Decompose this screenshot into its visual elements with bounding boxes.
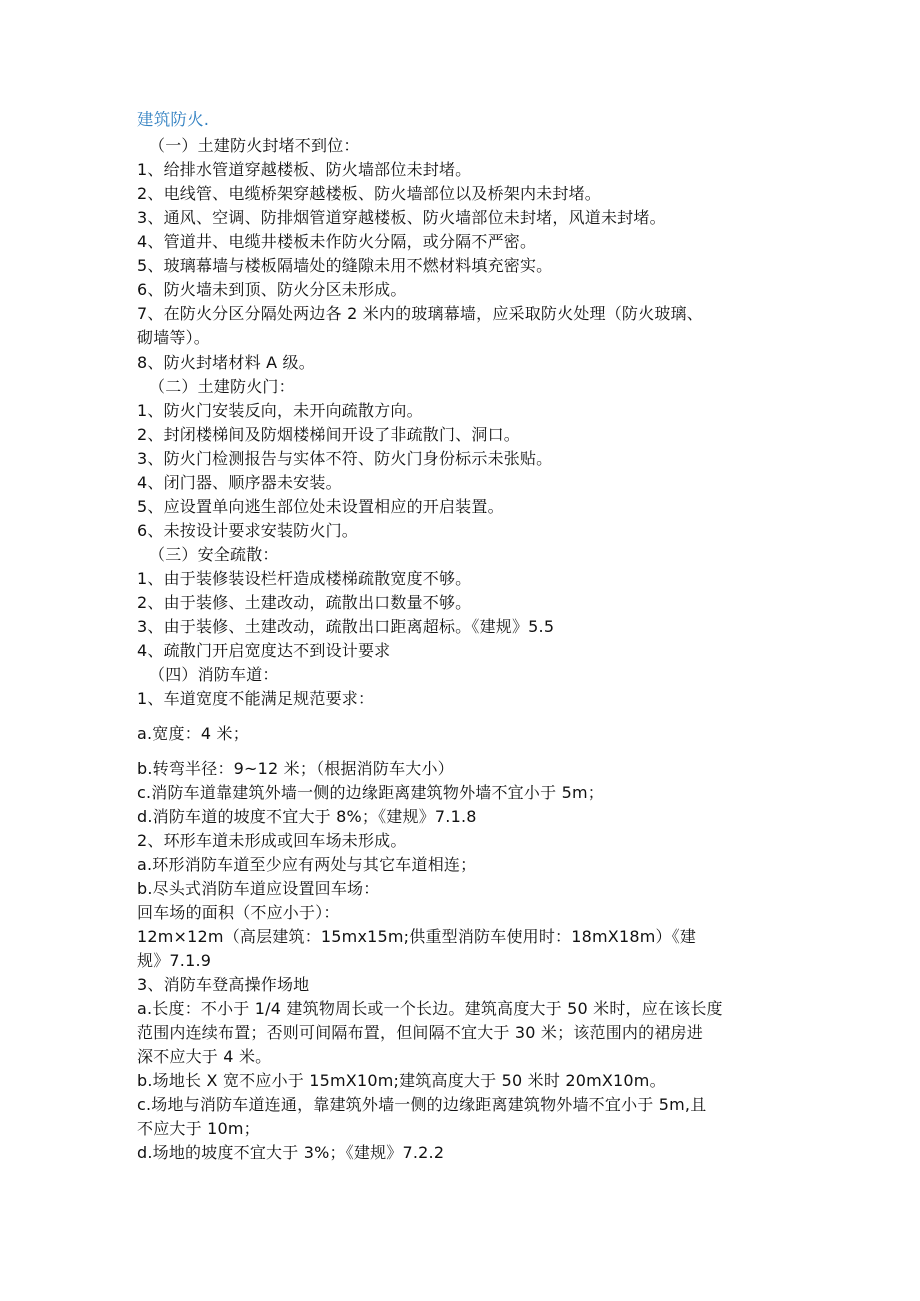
- text-line: 3、消防车登高操作场地: [137, 975, 310, 994]
- text-line: 3、通风、空调、防排烟管道穿越楼板、防火墙部位未封堵，风道未封堵。: [137, 208, 666, 227]
- text-line: 8、防火封堵材料 A 级。: [137, 353, 315, 372]
- text-line: 砌墙等）。: [137, 328, 211, 347]
- text-line: 2、封闭楼梯间及防烟楼梯间开设了非疏散门、洞口。: [137, 425, 520, 444]
- text-line: 5、应设置单向逃生部位处未设置相应的开启装置。: [137, 497, 504, 516]
- text-line: 回车场的面积（不应小于）：: [137, 903, 340, 922]
- text-line: 7、在防火分区分隔处两边各 2 米内的玻璃幕墙，应采取防火处理（防火玻璃、: [137, 304, 703, 323]
- text-line: 2、电线管、电缆桥架穿越楼板、防火墙部位以及桥架内未封堵。: [137, 184, 601, 203]
- text-line: a.长度：不小于 1/4 建筑物周长或一个长边。建筑高度大于 50 米时，应在该长度: [137, 999, 723, 1018]
- text-line: 12m×12m（高层建筑：15mx15m;供重型消防车使用时：18mX18m）《建: [137, 927, 697, 946]
- text-line: 6、未按设计要求安装防火门。: [137, 521, 358, 540]
- text-line: b.场地长 X 宽不应小于 15mX10m;建筑高度大于 50 米时 20mX10m。: [137, 1071, 666, 1090]
- text-line: c.场地与消防车道连通，靠建筑外墙一侧的边缘距离建筑物外墙不宜小于 5m,且: [137, 1095, 707, 1114]
- text-line: 3、由于装修、土建改动，疏散出口距离超标。《建规》5.5: [137, 617, 555, 636]
- text-line: 1、给排水管道穿越楼板、防火墙部位未封堵。: [137, 160, 472, 179]
- text-line: a.宽度：4 米；: [137, 724, 249, 743]
- text-line: d.消防车道的坡度不宜大于 8%；《建规》7.1.8: [137, 807, 477, 826]
- text-line: 4、管道井、电缆井楼板未作防火分隔，或分隔不严密。: [137, 232, 537, 251]
- document-title: 建筑防火.: [137, 110, 210, 129]
- text-line: 不应大于 10m；: [137, 1119, 260, 1138]
- text-line: 1、防火门安装反向，未开向疏散方向。: [137, 401, 423, 420]
- section-heading: （二）土建防火门：: [149, 377, 295, 396]
- text-line: 4、疏散门开启宽度达不到设计要求: [137, 641, 391, 660]
- text-line: d.场地的坡度不宜大于 3%；《建规》7.2.2: [137, 1143, 445, 1162]
- text-line: 6、防火墙未到顶、防火分区未形成。: [137, 280, 407, 299]
- text-line: 2、环形车道未形成或回车场未形成。: [137, 831, 407, 850]
- section-heading: （三）安全疏散：: [149, 545, 279, 564]
- text-line: 5、玻璃幕墙与楼板隔墙处的缝隙未用不燃材料填充密实。: [137, 256, 553, 275]
- text-line: 范围内连续布置；否则可间隔布置，但间隔不宜大于 30 米；该范围内的裙房进: [137, 1023, 703, 1042]
- text-line: b.尽头式消防车道应设置回车场：: [137, 879, 380, 898]
- text-line: 3、防火门检测报告与实体不符、防火门身份标示未张贴。: [137, 449, 553, 468]
- text-line: 深不应大于 4 米。: [137, 1047, 272, 1066]
- text-line: b.转弯半径：9~12 米；（根据消防车大小）: [137, 759, 454, 778]
- section-heading: （四）消防车道：: [149, 665, 279, 684]
- text-line: 4、闭门器、顺序器未安装。: [137, 473, 342, 492]
- text-line: 1、车道宽度不能满足规范要求：: [137, 689, 375, 708]
- section-heading: （一）土建防火封堵不到位：: [149, 136, 360, 155]
- text-line: 2、由于装修、土建改动，疏散出口数量不够。: [137, 593, 472, 612]
- text-line: 1、由于装修装设栏杆造成楼梯疏散宽度不够。: [137, 569, 472, 588]
- text-line: a.环形消防车道至少应有两处与其它车道相连；: [137, 855, 477, 874]
- text-line: 规》7.1.9: [137, 951, 212, 970]
- text-line: c.消防车道靠建筑外墙一侧的边缘距离建筑物外墙不宜小于 5m；: [137, 783, 604, 802]
